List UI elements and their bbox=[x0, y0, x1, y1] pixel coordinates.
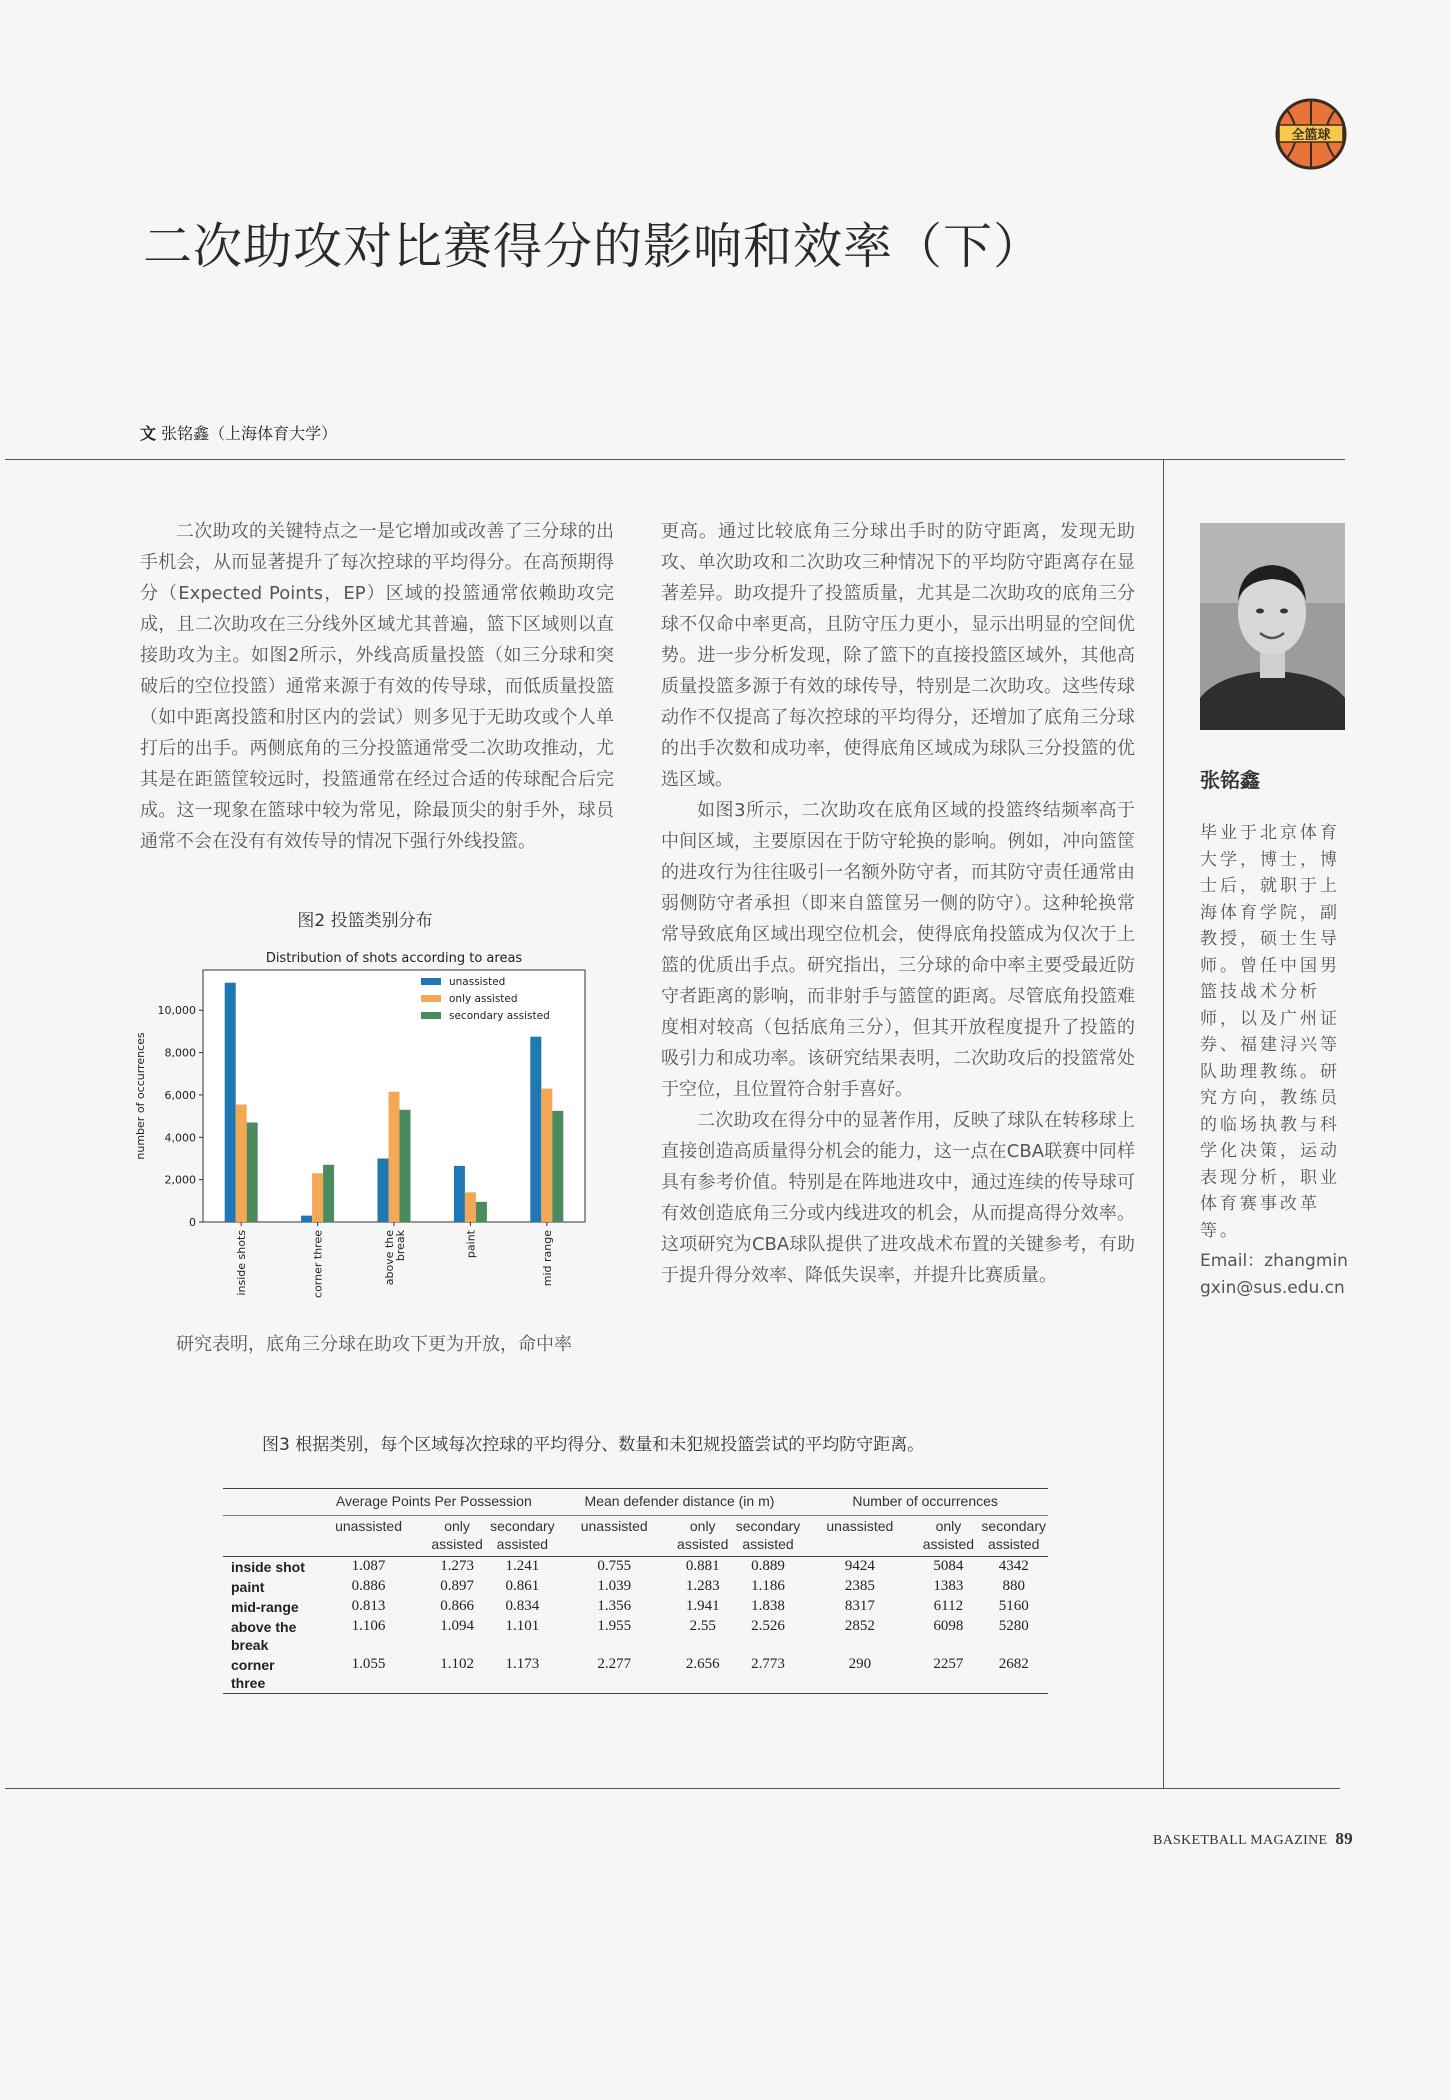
table-cell: 880 bbox=[1002, 1578, 1025, 1594]
table-cell: 2.277 bbox=[597, 1656, 632, 1672]
table-cell: 1.941 bbox=[685, 1598, 720, 1614]
author-bio: 毕业于北京体育大学，博士，博士后，就职于上海体育学院，副教授，硕士生导师。曾任中国男篮技战术分析师，以及广州证券、福建浔兴等队助理教练。研究方向，教练员的临场执教与科学化决策，运动表现分析，职业体育赛事改革等。 bbox=[1200, 823, 1340, 1241]
author-name: 张铭鑫 bbox=[1200, 768, 1260, 792]
table-corner bbox=[223, 1489, 311, 1516]
table-cell: 9424 bbox=[844, 1558, 875, 1574]
bar-secondary-assisted bbox=[476, 1202, 487, 1222]
legend-entry: only assisted bbox=[449, 993, 518, 1005]
email-address: zhangmingxin@sus.edu.cn bbox=[1200, 1251, 1348, 1298]
subheader-2-1: only assisted bbox=[922, 1518, 975, 1552]
bar-secondary-assisted bbox=[323, 1165, 334, 1222]
y-tick-label: 6,000 bbox=[164, 1088, 196, 1102]
table-row bbox=[223, 1597, 1048, 1617]
table-cell: 2.55 bbox=[689, 1618, 716, 1634]
table-cell: 1.102 bbox=[440, 1656, 474, 1672]
row-label: corner three bbox=[231, 1657, 275, 1691]
bottom-divider bbox=[5, 1788, 1340, 1789]
table-row bbox=[223, 1577, 1048, 1597]
byline-label: 文 bbox=[140, 424, 157, 443]
table-cell: 0.881 bbox=[685, 1558, 720, 1574]
figure2-caption: 图2 投篮类别分布 bbox=[297, 911, 433, 931]
logo-text: 全篮球 bbox=[1291, 128, 1331, 143]
y-tick-label: 8,000 bbox=[164, 1046, 196, 1060]
left-paragraph-1: 二次助攻的关键特点之一是它增加或改善了三分球的出手机会，从而显著提升了每次控球的平均得分。在高预期得分（Expected Points，EP）区域的投篮通常依赖助攻完成，且二次助攻在三分线外区域尤其普遍，篮下区域则以直接助攻为主。如图2所示，外线高质量投篮（如三分球和突破后的空位投篮）通常来源于有效的传导球，而低质量投篮（如中距离投篮和肘区内的尝试）则多见于无助攻或个人单打后的出手。两侧底角的三分投篮通常受二次助攻推动，尤其是在距篮筐较远时，投篮通常在经过合适的传球配合后完成。这一现象在篮球中较为常见，除最顶尖的射手外，球员通常不会在没有有效传导的情况下强行外线投篮。 bbox=[140, 521, 614, 852]
table-cell: 1.087 bbox=[351, 1558, 386, 1574]
legend-swatch bbox=[421, 1012, 441, 1019]
row-label: inside shot bbox=[231, 1559, 305, 1575]
table-cell: 1.186 bbox=[751, 1578, 785, 1594]
table-cell: 290 bbox=[848, 1656, 872, 1672]
author-photo bbox=[1200, 523, 1345, 730]
row-label: mid-range bbox=[231, 1599, 299, 1615]
table-cell: 5280 bbox=[998, 1618, 1029, 1634]
subheader-1-1: only assisted bbox=[677, 1518, 729, 1552]
bar-only-assisted bbox=[389, 1092, 400, 1222]
y-tick-label: 0 bbox=[189, 1216, 196, 1229]
magazine-name: BASKETBALL MAGAZINE bbox=[1153, 1833, 1328, 1848]
sidebar-divider bbox=[1163, 459, 1164, 1789]
subheader-1-2: secondary assisted bbox=[735, 1518, 801, 1552]
table-cell: 1.173 bbox=[505, 1656, 540, 1672]
y-tick-label: 10,000 bbox=[157, 1004, 196, 1018]
table-cell: 1.838 bbox=[751, 1598, 785, 1614]
email-label: Email： bbox=[1200, 1251, 1265, 1271]
row-label: paint bbox=[231, 1579, 265, 1595]
page-number: 89 bbox=[1335, 1829, 1353, 1848]
right-column bbox=[661, 516, 1135, 1291]
table-cell: 4342 bbox=[998, 1558, 1029, 1574]
byline bbox=[140, 421, 337, 444]
table-cell: 1.356 bbox=[597, 1598, 632, 1614]
table-cell: 0.834 bbox=[505, 1598, 540, 1614]
x-tick-label: paint bbox=[464, 1230, 478, 1259]
table-cell: 1.283 bbox=[685, 1578, 720, 1594]
x-tick-label: above thebreak bbox=[383, 1230, 407, 1286]
table-cell: 1.273 bbox=[440, 1558, 474, 1574]
table-cell: 0.897 bbox=[440, 1578, 474, 1594]
bar-only-assisted bbox=[541, 1089, 552, 1222]
table-cell: 0.889 bbox=[751, 1558, 785, 1574]
table-cell: 0.755 bbox=[597, 1558, 632, 1574]
table-cell: 6112 bbox=[933, 1598, 964, 1614]
table-cell: 1.955 bbox=[597, 1618, 632, 1634]
table-cell: 1.055 bbox=[351, 1656, 386, 1672]
x-tick-label: corner three bbox=[311, 1230, 325, 1298]
right-paragraph-1: 更高。通过比较底角三分球出手时的防守距离，发现无助攻、单次助攻和二次助攻三种情况下的平均防守距离存在显著差异。助攻提升了投篮质量，尤其是二次助攻的底角三分球不仅命中率更高，且防守压力更小，显示出明显的空间优势。进一步分析发现，除了篮下的直接投篮区域外，其他高质量投篮多源于有效的球传导，特别是二次助攻。这些传球动作不仅提高了每次控球的平均得分，还增加了底角三分球的出手次数和成功率，使得底角区域成为球队三分投篮的优选区域。 bbox=[661, 521, 1135, 790]
group-header-occurrences: Number of occurrences bbox=[852, 1493, 998, 1509]
table-cell: 6098 bbox=[933, 1618, 964, 1634]
bar-only-assisted bbox=[312, 1173, 323, 1222]
bar-only-assisted bbox=[465, 1192, 476, 1222]
subheader-corner bbox=[223, 1516, 311, 1557]
legend-swatch bbox=[421, 995, 441, 1002]
table-cell: 1.106 bbox=[351, 1618, 386, 1634]
legend-swatch bbox=[421, 978, 441, 985]
bar-secondary-assisted bbox=[400, 1110, 411, 1222]
table-cell: 1.101 bbox=[505, 1618, 540, 1634]
subheader-0-0: unassisted bbox=[335, 1518, 402, 1534]
group-header-defender: Mean defender distance (in m) bbox=[584, 1493, 775, 1509]
table-cell: 8317 bbox=[844, 1598, 875, 1614]
y-tick-label: 4,000 bbox=[164, 1131, 196, 1145]
chart-title: Distribution of shots according to areas bbox=[265, 951, 523, 966]
group-header-ppp: Average Points Per Possession bbox=[335, 1493, 532, 1509]
table-cell: 1383 bbox=[933, 1578, 964, 1594]
table-cell: 2257 bbox=[933, 1656, 964, 1672]
table-cell: 2852 bbox=[844, 1618, 875, 1634]
left-column bbox=[140, 516, 614, 857]
table-row bbox=[223, 1655, 1048, 1694]
table-cell: 1.039 bbox=[597, 1578, 632, 1594]
y-axis-label: number of occurrences bbox=[134, 1032, 147, 1160]
table-cell: 2.773 bbox=[751, 1656, 785, 1672]
page-title: 二次助攻对比赛得分的影响和效率（下） bbox=[143, 218, 1044, 275]
y-tick-label: 2,000 bbox=[164, 1173, 196, 1187]
x-tick-label: inside shots bbox=[235, 1230, 249, 1296]
subheader-2-2: secondary assisted bbox=[981, 1518, 1046, 1552]
subheader-1-0: unassisted bbox=[580, 1518, 648, 1534]
shot-distribution-chart bbox=[115, 940, 595, 1300]
table-cell: 0.861 bbox=[505, 1578, 540, 1594]
legend-entry: secondary assisted bbox=[449, 1010, 550, 1022]
byline-author: 张铭鑫（上海体育大学） bbox=[161, 424, 338, 443]
table-cell: 0.866 bbox=[440, 1598, 474, 1614]
table-cell: 2.656 bbox=[685, 1656, 720, 1672]
subheader-0-2: secondary assisted bbox=[490, 1518, 555, 1552]
bar-secondary-assisted bbox=[552, 1111, 563, 1222]
bar-unassisted bbox=[378, 1158, 389, 1222]
table-cell: 5160 bbox=[998, 1598, 1029, 1614]
bar-only-assisted bbox=[236, 1104, 247, 1222]
right-paragraph-2: 如图3所示，二次助攻在底角区域的投篮终结频率高于中间区域，主要原因在于防守轮换的影响。例如，冲向篮筐的进攻行为往往吸引一名额外防守者，而其防守责任通常由弱侧防守者承担（即来自篮筐另一侧的防守）。这种轮换常常导致底角区域出现空位机会，使得底角投篮成为仅次于上篮的优质出手点。研究指出，三分球的命中率主要受最近防守者距离的影响，而非射手与篮筐的距离。尽管底角投篮难度相对较高（包括底角三分），但其开放程度提升了投篮的吸引力和成功率。该研究结果表明，二次助攻后的投篮常处于空位，且位置符合射手喜好。 bbox=[661, 800, 1135, 1100]
author-email bbox=[1200, 1248, 1348, 1302]
table-cell: 2682 bbox=[998, 1656, 1029, 1672]
table-cell: 1.094 bbox=[440, 1618, 474, 1634]
magazine-logo bbox=[1275, 98, 1347, 170]
left-paragraph-tail: 研究表明，底角三分球在助攻下更为开放，命中率 bbox=[176, 1334, 572, 1355]
top-divider bbox=[5, 459, 1345, 460]
table-cell: 5084 bbox=[933, 1558, 964, 1574]
row-label: above the break bbox=[231, 1619, 297, 1653]
legend-entry: unassisted bbox=[449, 976, 506, 988]
page-footer bbox=[1153, 1829, 1353, 1849]
bar-secondary-assisted bbox=[247, 1122, 258, 1222]
figure3-caption: 图3 根据类别，每个区域每次控球的平均得分、数量和未犯规投篮尝试的平均防守距离。 bbox=[262, 1435, 925, 1455]
table-row bbox=[223, 1557, 1048, 1578]
bar-unassisted bbox=[225, 983, 236, 1222]
table-row bbox=[223, 1617, 1048, 1655]
table-cell: 2.526 bbox=[751, 1618, 785, 1634]
table-cell: 0.886 bbox=[351, 1578, 386, 1594]
subheader-2-0: unassisted bbox=[826, 1518, 894, 1534]
table-cell: 2385 bbox=[844, 1578, 875, 1594]
bar-unassisted bbox=[454, 1166, 465, 1222]
subheader-0-1: only assisted bbox=[431, 1518, 483, 1552]
x-tick-label: mid range bbox=[540, 1230, 554, 1287]
right-paragraph-3: 二次助攻在得分中的显著作用，反映了球队在转移球上直接创造高质量得分机会的能力，这一点在CBA联赛中同样具有参考价值。特别是在阵地进攻中，通过连续的传导球可有效创造底角三分或内线进攻的机会，从而提高得分效率。这项研究为CBA球队提供了进攻战术布置的关键参考，有助于提升得分效率、降低失误率，并提升比赛质量。 bbox=[661, 1110, 1135, 1286]
table-cell: 0.813 bbox=[351, 1598, 386, 1614]
table-cell: 1.241 bbox=[505, 1558, 540, 1574]
left-column-tail bbox=[140, 1329, 614, 1360]
figure3-table bbox=[223, 1488, 1048, 1694]
bar-unassisted bbox=[530, 1037, 541, 1222]
bar-unassisted bbox=[301, 1216, 312, 1222]
